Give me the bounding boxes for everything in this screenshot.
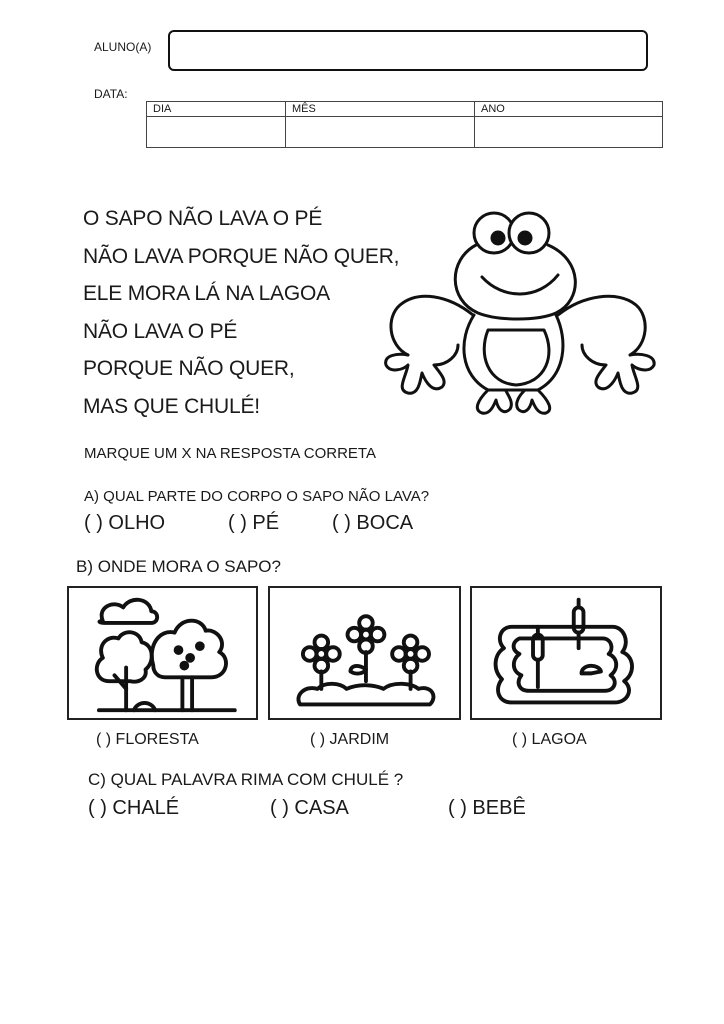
garden-icon	[268, 586, 461, 720]
instruction: MARQUE UM X NA RESPOSTA CORRETA	[84, 445, 376, 462]
question-b-option-jardim[interactable]: ( ) JARDIM	[310, 731, 390, 748]
question-a-prompt: A) QUAL PARTE DO CORPO O SAPO NÃO LAVA?	[84, 488, 430, 505]
date-col-year: ANO	[475, 102, 663, 117]
question-c-option-casa[interactable]: ( ) CASA	[270, 797, 349, 819]
question-c-option-bebe[interactable]: ( ) BEBÊ	[448, 797, 526, 819]
pond-icon	[470, 586, 662, 720]
date-col-day: DIA	[147, 102, 286, 117]
date-col-month: MÊS	[286, 102, 475, 117]
date-table	[146, 101, 663, 148]
question-b-option-floresta[interactable]: ( ) FLORESTA	[96, 731, 199, 748]
poem-line: NÃO LAVA PORQUE NÃO QUER,	[83, 244, 400, 268]
forest-icon	[67, 586, 258, 720]
student-name-field[interactable]	[168, 30, 648, 71]
question-a-option-pe[interactable]: ( ) PÉ	[228, 512, 280, 534]
date-month-field[interactable]	[286, 117, 475, 148]
question-b-prompt: B) ONDE MORA O SAPO?	[76, 557, 281, 576]
poem	[83, 200, 399, 425]
question-c-option-chale[interactable]: ( ) CHALÉ	[88, 797, 180, 819]
student-label: ALUNO(A)	[94, 40, 152, 54]
poem-line: NÃO LAVA O PÉ	[83, 319, 238, 343]
poem-line: PORQUE NÃO QUER,	[83, 357, 295, 380]
question-c-prompt: C) QUAL PALAVRA RIMA COM CHULÉ ?	[88, 770, 404, 789]
poem-line: ELE MORA LÁ NA LAGOA	[83, 282, 330, 305]
poem-line: MAS QUE CHULÉ!	[83, 394, 260, 418]
question-a-option-olho[interactable]: ( ) OLHO	[84, 512, 166, 534]
date-label: DATA:	[94, 87, 128, 101]
question-b-option-lagoa[interactable]: ( ) LAGOA	[512, 731, 587, 748]
poem-line: O SAPO NÃO LAVA O PÉ	[83, 207, 323, 230]
date-year-field[interactable]	[475, 117, 663, 148]
question-a-option-boca[interactable]: ( ) BOCA	[332, 512, 414, 534]
date-day-field[interactable]	[147, 117, 286, 148]
frog-icon	[378, 205, 664, 420]
